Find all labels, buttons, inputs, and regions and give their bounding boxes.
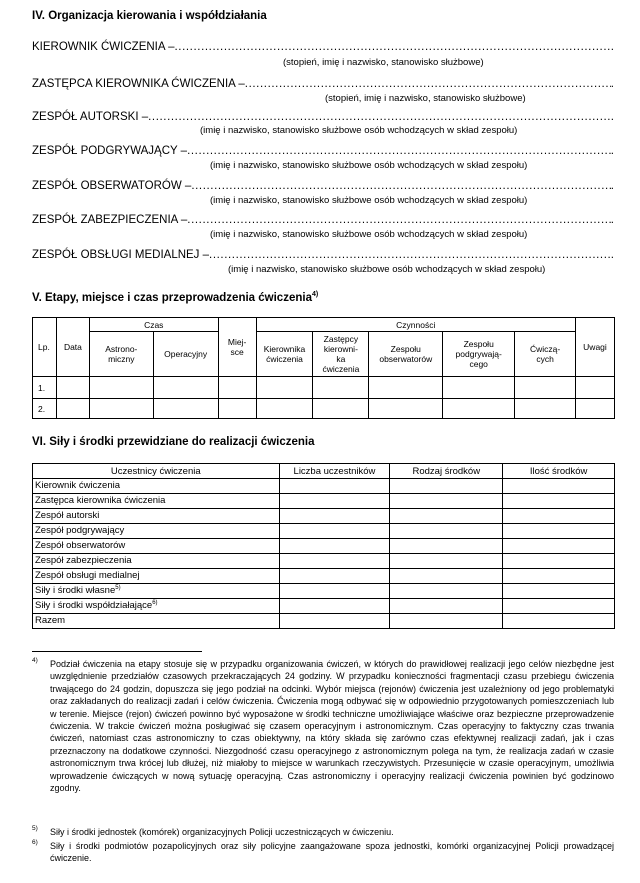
fill-line [245,78,611,90]
field-zespol-podgrywajacy[interactable]: ZESPÓŁ PODGRYWAJĄCY – ..... . [32,145,614,157]
footnote-number: 6) [32,839,38,846]
footnote-text: Podział ćwiczenia na etapy stosuje się w przypadku organizowania ćwiczeń, w których do prawidłowej realizacji jego celów niezbędne jest uwzględnienie przedziałów czasowych przekraczających 24 godziny. W przypadku konieczności fragmentacji czasu przebiegu ćwiczenia trwającego do 24 godzin, dopuszcza się jego podział na odcinki. Wybór miejsca (rejonów) ćwiczenia jest uzależniony od jego problematyki oraz zakładanych do realizacji zadań i celów ćwiczenia. Ćwiczenia mogą odbywać się w odpowiednio przygotowanych pomieszczeniach lub w terenie. Miejsce (rejon) ćwiczeń powinno być wyposażone w środki techniczne umożliwiające właściwe oraz bezpieczne przeprowadzenie ćwiczenia. W trakcie ćwiczeń można posługiwać się czasem operacyjnym i astronomicznym. Czas operacyjny to faktyczny czas trwania ćwiczeń, natomiast czas astronomiczny to czas obiektywny, na który składa się zarówno czas efektywnej realizacji zadań, jak i czas przeznaczony na dodatkowe czynności. Niezgodność czasu operacyjnego z astronomicznym polega na tym, że realizacja zadań w czasie astronomicznym trwa krócej lub dłużej, niż miałoby to miejsce w warunkach rzeczywistych. Przesunięcie w czasie operacyjnym, umożliwia wprowadzenie ćwiczących w nową sytuację operacyjną. Czas astronomiczny i operacyjny realizacji ćwiczenia powinien być godzinowo zgodny. [50,659,614,794]
cell-kierownika[interactable] [256,377,313,399]
footnote-4 [32,658,614,794]
table-row [33,539,615,554]
sily-srodki-table [32,463,615,629]
cell-liczba[interactable] [279,494,390,509]
header-czynnosci: Czynności [256,318,575,332]
cell-ilosc[interactable] [503,599,615,614]
field-hint: (imię i nazwisko, stanowisko służbowe osób wchodzących w skład zespołu) [210,160,528,171]
cell-rodzaj[interactable] [390,479,503,494]
footnote-text: Siły i środki jednostek (komórek) organizacyjnych Policji uczestniczących w ćwiczeniu. [50,827,394,837]
table-row [33,614,615,629]
cell-obserwatorow[interactable] [369,399,443,419]
table-row [33,509,615,524]
field-label: ZESPÓŁ ZABEZPIECZENIA – [32,214,188,226]
field-zespol-obserwatorow[interactable]: ZESPÓŁ OBSERWATORÓW – ..... . [32,180,614,192]
cell-obserwatorow[interactable] [369,377,443,399]
table-row [33,494,615,509]
header-podgrywajacego: Zespołu podgrywają- cego [443,332,515,377]
cell-ilosc[interactable] [503,524,615,539]
field-zespol-autorski[interactable]: ZESPÓŁ AUTORSKI – ..... . [32,111,614,123]
participant-name: Zespół zabezpieczenia [33,554,280,569]
cell-cwiczacych[interactable] [515,399,576,419]
field-label: ZESPÓŁ PODGRYWAJĄCY – [32,145,188,157]
field-label: ZESPÓŁ AUTORSKI – [32,111,149,123]
fill-line [175,41,611,53]
cell-liczba[interactable] [279,509,390,524]
cell-zastepcy[interactable] [313,377,369,399]
field-hint: (stopień, imię i nazwisko, stanowisko służbowe) [283,57,484,68]
header-zastepcy: Zastępcy kierowni- ka ćwiczenia [313,332,369,377]
footnote-ref: 4) [311,291,319,298]
row-number: 1. [33,377,57,399]
cell-liczba[interactable] [279,524,390,539]
footnote-5 [32,826,614,838]
field-hint: (imię i nazwisko, stanowisko służbowe osób wchodzących w skład zespołu) [228,264,546,275]
cell-zastepcy[interactable] [313,399,369,419]
cell-liczba[interactable] [279,479,390,494]
etapy-table [32,317,615,419]
cell-ilosc[interactable] [503,509,615,524]
cell-data[interactable] [56,377,89,399]
field-zespol-zabezpieczenia[interactable]: ZESPÓŁ ZABEZPIECZENIA – ..... . [32,214,614,226]
field-label: ZESPÓŁ OBSERWATORÓW – [32,180,192,192]
participant-name: Siły i środki własne$^{5)}$ [33,584,280,599]
cell-ilosc[interactable] [503,494,615,509]
cell-ilosc[interactable] [503,569,615,584]
participant-name: Zespół obserwatorów [33,539,280,554]
table-row [33,399,615,419]
header-lp: Lp. [33,318,57,377]
participant-name: Zastępca kierownika ćwiczenia [33,494,280,509]
table-row [33,377,615,399]
section-5-title: V. Etapy, miejsce i czas przeprowadzenia ćwiczenia$^{4)}$ [32,291,319,304]
field-hint: (stopień, imię i nazwisko, stanowisko służbowe) [325,93,526,104]
cell-liczba[interactable] [279,569,390,584]
field-label: KIEROWNIK ĆWICZENIA – [32,41,175,53]
cell-rodzaj[interactable] [390,584,503,599]
footnote-divider [32,651,202,652]
cell-ilosc[interactable] [503,554,615,569]
field-zastepca[interactable]: ZASTĘPCA KIEROWNIKA ĆWICZENIA – ..... . [32,78,614,90]
cell-liczba[interactable] [279,554,390,569]
participant-name: Zespół autorski [33,509,280,524]
header-uwagi: Uwagi [575,318,614,377]
table-row [33,569,615,584]
fill-line [187,145,611,157]
cell-ilosc[interactable] [503,479,615,494]
cell-miejsce[interactable] [218,399,256,419]
header-astronomiczny: Astrono- miczny [89,332,153,377]
header-kierownika: Kierownika ćwiczenia [256,332,313,377]
cell-uwagi[interactable] [575,377,614,399]
cell-liczba[interactable] [279,614,390,629]
table-row [33,479,615,494]
participant-name: Kierownik ćwiczenia [33,479,280,494]
header-liczba: Liczba uczestników [279,464,390,479]
participant-name: Zespół obsługi medialnej [33,569,280,584]
cell-kierownika[interactable] [256,399,313,419]
participant-name: Siły i środki współdziałające$^{6)}$ [33,599,280,614]
cell-rodzaj[interactable] [390,614,503,629]
footnote-6 [32,840,614,865]
participant-name: Razem [33,614,280,629]
table-row [33,554,615,569]
footnote-number: 5) [32,825,38,832]
cell-ilosc[interactable] [503,584,615,599]
header-rodzaj: Rodzaj środków [390,464,503,479]
field-label: ZESPÓŁ OBSŁUGI MEDIALNEJ – [32,249,210,261]
field-kierownik[interactable]: KIEROWNIK ĆWICZENIA – ..... . [32,41,614,53]
fill-line [187,214,611,226]
section-4-title: IV. Organizacja kierowania i współdziałania [32,10,267,22]
cell-rodzaj[interactable] [390,569,503,584]
cell-astronomiczny[interactable] [89,399,153,419]
header-ilosc: Ilość środków [503,464,615,479]
field-hint: (imię i nazwisko, stanowisko służbowe osób wchodzących w skład zespołu) [210,195,528,206]
section-6-title: VI. Siły i środki przewidziane do realizacji ćwiczenia [32,436,315,448]
fill-line [191,180,610,192]
header-czas: Czas [89,318,218,332]
cell-liczba[interactable] [279,539,390,554]
header-data: Data [56,318,89,377]
cell-rodzaj[interactable] [390,524,503,539]
cell-ilosc[interactable] [503,539,615,554]
header-obserwatorow: Zespołu obserwatorów [369,332,443,377]
cell-cwiczacych[interactable] [515,377,576,399]
cell-operacyjny[interactable] [153,377,218,399]
cell-rodzaj[interactable] [390,599,503,614]
cell-liczba[interactable] [279,599,390,614]
field-hint: (imię i nazwisko, stanowisko służbowe osób wchodzących w skład zespołu) [210,229,528,240]
cell-operacyjny[interactable] [153,399,218,419]
cell-uwagi[interactable] [575,399,614,419]
header-cwiczacych: Ćwiczą- cych [515,332,576,377]
table-row [33,524,615,539]
field-hint: (imię i nazwisko, stanowisko służbowe osób wchodzących w skład zespołu) [200,125,518,136]
cell-miejsce[interactable] [218,377,256,399]
cell-rodzaj[interactable] [390,539,503,554]
table-row [33,599,615,614]
row-number: 2. [33,399,57,419]
cell-astronomiczny[interactable] [89,377,153,399]
participant-name: Zespół podgrywający [33,524,280,539]
footnote-number: 4) [32,657,38,664]
cell-data[interactable] [56,399,89,419]
header-miejsce: Miej- sce [218,318,256,377]
field-label: ZASTĘPCA KIEROWNIKA ĆWICZENIA – [32,78,245,90]
cell-rodzaj[interactable] [390,554,503,569]
cell-liczba[interactable] [279,584,390,599]
cell-rodzaj[interactable] [390,494,503,509]
fill-line [209,249,611,261]
cell-podgrywajacego[interactable] [443,377,515,399]
cell-ilosc[interactable] [503,614,615,629]
table-row [33,584,615,599]
cell-rodzaj[interactable] [390,509,503,524]
field-zespol-obslugi-medialnej[interactable]: ZESPÓŁ OBSŁUGI MEDIALNEJ – ..... . [32,249,614,261]
footnote-text: Siły i środki podmiotów pozapolicyjnych oraz siły policyjne zaangażowane spoza jednostki, komórki organizacyjnej Policji prowadzącej ćwiczenie. [50,841,614,864]
cell-podgrywajacego[interactable] [443,399,515,419]
fill-line [148,111,611,123]
header-operacyjny: Operacyjny [153,332,218,377]
header-uczestnicy: Uczestnicy ćwiczenia [33,464,280,479]
